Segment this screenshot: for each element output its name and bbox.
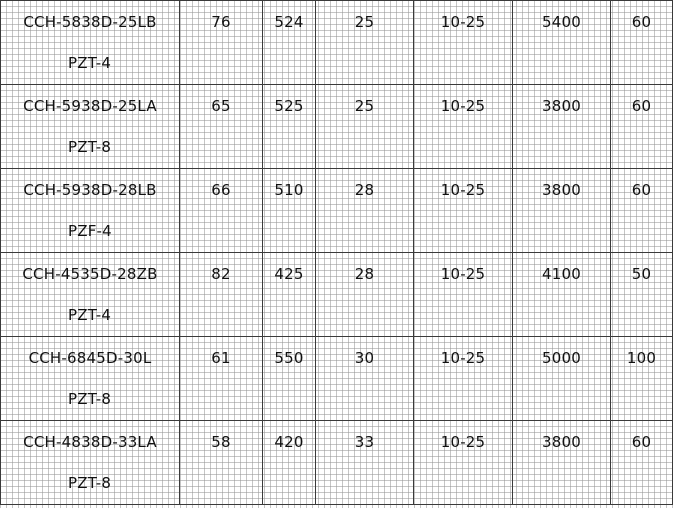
- value-cell: 10-25: [414, 253, 513, 337]
- value-cell: 5000: [513, 337, 611, 421]
- value-cell: 66: [180, 169, 263, 253]
- value-cell: 420: [263, 421, 316, 505]
- value-cell: 550: [263, 337, 316, 421]
- table-row: [1, 337, 673, 421]
- value-cell: 5400: [513, 1, 611, 85]
- model-cell: [1, 169, 180, 253]
- model-name: CCH-5938D-25LA: [23, 97, 157, 115]
- material-name: PZT-8: [68, 474, 112, 492]
- value-cell: 50: [611, 253, 673, 337]
- model-name: CCH-5838D-25LB: [23, 13, 157, 31]
- value-cell: 58: [180, 421, 263, 505]
- model-cell: [1, 1, 180, 85]
- value-cell: 76: [180, 1, 263, 85]
- material-name: PZT-8: [68, 390, 112, 408]
- value-cell: 28: [316, 253, 414, 337]
- value-cell: 4100: [513, 253, 611, 337]
- material-name: PZT-4: [68, 306, 112, 324]
- material-name: PZT-4: [68, 54, 112, 72]
- model-name: CCH-4535D-28ZB: [22, 265, 158, 283]
- value-cell: 30: [316, 337, 414, 421]
- value-cell: 82: [180, 253, 263, 337]
- table-row: [1, 169, 673, 253]
- value-cell: 25: [316, 1, 414, 85]
- value-cell: 25: [316, 85, 414, 169]
- value-cell: 60: [611, 169, 673, 253]
- value-cell: 10-25: [414, 337, 513, 421]
- model-cell: [1, 85, 180, 169]
- value-cell: 3800: [513, 85, 611, 169]
- value-cell: 60: [611, 1, 673, 85]
- value-cell: 28: [316, 169, 414, 253]
- table-row: [1, 1, 673, 85]
- model-cell: [1, 253, 180, 337]
- material-name: PZF-4: [68, 222, 112, 240]
- material-name: PZT-8: [68, 138, 112, 156]
- value-cell: 524: [263, 1, 316, 85]
- model-name: CCH-5938D-28LB: [23, 181, 157, 199]
- value-cell: 33: [316, 421, 414, 505]
- value-cell: 65: [180, 85, 263, 169]
- model-cell: [1, 337, 180, 421]
- value-cell: 10-25: [414, 85, 513, 169]
- value-cell: 525: [263, 85, 316, 169]
- value-cell: 10-25: [414, 421, 513, 505]
- value-cell: 425: [263, 253, 316, 337]
- value-cell: 510: [263, 169, 316, 253]
- table-row: [1, 85, 673, 169]
- value-cell: 100: [611, 337, 673, 421]
- value-cell: 3800: [513, 421, 611, 505]
- value-cell: 10-25: [414, 169, 513, 253]
- table-row: [1, 421, 673, 505]
- table-row: [1, 253, 673, 337]
- model-cell: [1, 421, 180, 505]
- model-name: CCH-4838D-33LA: [23, 433, 157, 451]
- value-cell: 3800: [513, 169, 611, 253]
- value-cell: 60: [611, 85, 673, 169]
- value-cell: 61: [180, 337, 263, 421]
- value-cell: 10-25: [414, 1, 513, 85]
- value-cell: 60: [611, 421, 673, 505]
- model-name: CCH-6845D-30L: [28, 349, 152, 367]
